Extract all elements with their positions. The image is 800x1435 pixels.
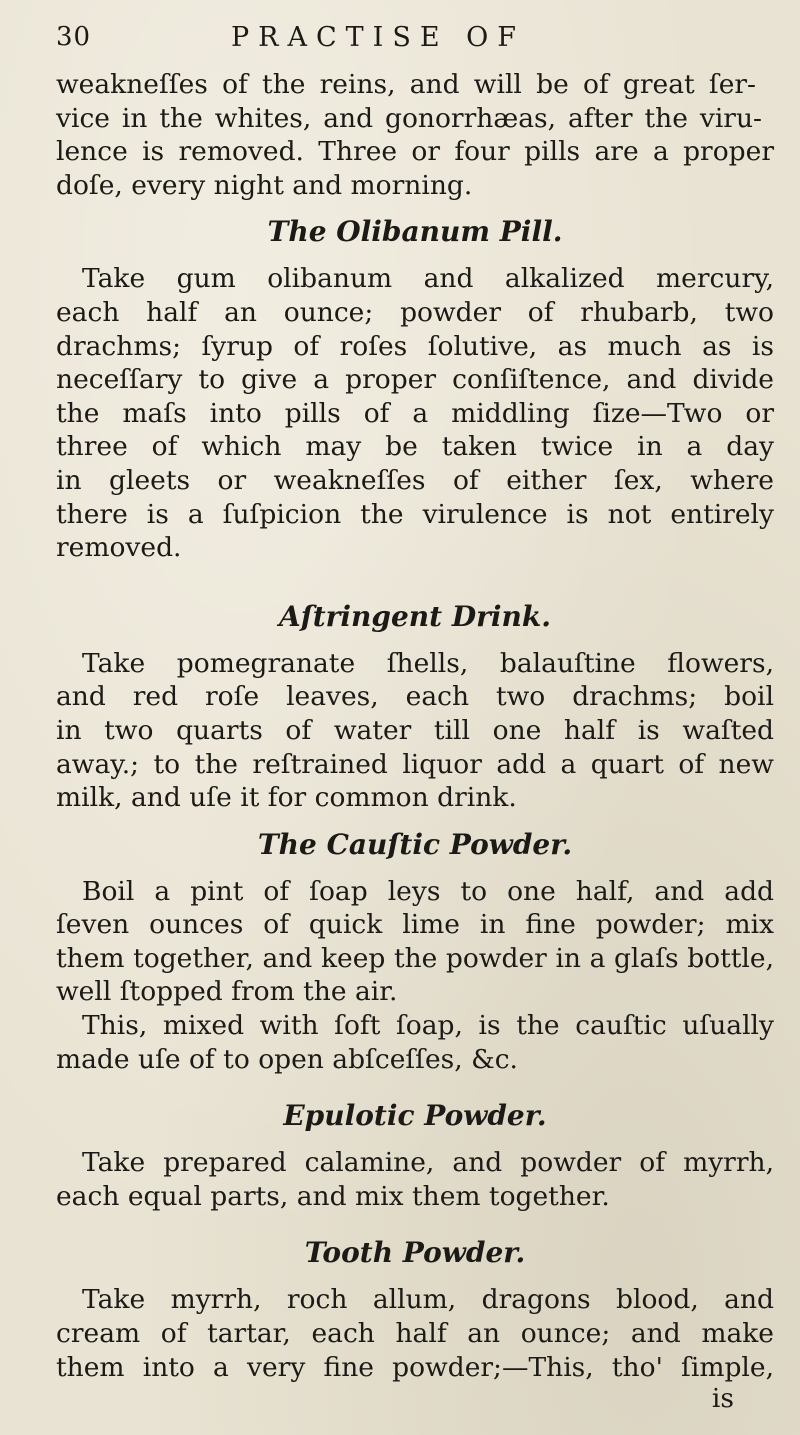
paragraph-olibanum-pill: [56, 262, 774, 564]
text-line: vice in the whites, and gonorrhæas, after the viru-: [56, 102, 762, 134]
text-line: made uſe of to open abſceſſes, &c.: [56, 1043, 518, 1075]
paragraph-caustic-powder: [56, 875, 774, 1077]
section-heading-epulotic-powder: Epulotic Powder.: [283, 1099, 547, 1133]
text-line: well ſtopped from the air.: [56, 976, 398, 1008]
page-body: [56, 68, 774, 1414]
text-line: Take pomegranate ſhells, balauſtine flowers,: [82, 647, 774, 679]
text-line: Take prepared calamine, and powder of myrrh,: [82, 1147, 774, 1179]
text-line: removed.: [56, 532, 182, 564]
text-line: milk, and uſe it for common drink.: [56, 782, 517, 814]
section-heading-tooth-powder: Tooth Powder.: [304, 1236, 526, 1270]
text-line: cream of tartar, each half an ounce; and make: [56, 1318, 774, 1350]
text-line: This, mixed with ſoft ſoap, is the cauſtic uſually: [82, 1010, 774, 1042]
page-number: 30: [56, 22, 92, 52]
text-line: each half an ounce; powder of rhubarb, two: [56, 296, 774, 328]
text-line: Take myrrh, roch allum, dragons blood, and: [82, 1284, 774, 1316]
running-head: PRACTISE OF: [231, 22, 525, 53]
text-line: in gleets or weakneſſes of either ſex, where: [56, 464, 774, 496]
text-line: them into a very fine powder;—This, tho' ſimple,: [56, 1351, 774, 1383]
paragraph-astringent-drink: [56, 647, 774, 815]
text-line: three of which may be taken twice in a day: [56, 431, 774, 463]
text-line: there is a ſuſpicion the virulence is not entirely: [56, 498, 774, 530]
text-line: weakneſſes of the reins, and will be of great ſer-: [56, 69, 756, 100]
text-line: each equal parts, and mix them together.: [56, 1180, 610, 1212]
catchword: is: [711, 1383, 734, 1415]
text-line: away.; to the reſtrained liquor add a quart of new: [56, 748, 774, 780]
text-line: Boil a pint of ſoap leys to one half, and add: [82, 875, 774, 907]
text-line: in two quarts of water till one half is waſted: [56, 714, 774, 746]
text-line: them together, and keep the powder in a glaſs bottle,: [56, 942, 774, 974]
text-line: the maſs into pills of a middling ſize—Two or: [56, 397, 774, 429]
text-line: doſe, every night and morning.: [56, 169, 473, 201]
page-header: [56, 22, 760, 62]
paragraph-continuation: [56, 68, 774, 202]
text-line: ſeven ounces of quick lime in fine powder; mix: [56, 909, 774, 941]
text-line: drachms; ſyrup of roſes ſolutive, as much as is: [56, 330, 774, 362]
section-heading-astringent-drink: Aſtringent Drink.: [278, 599, 552, 633]
section-heading-olibanum-pill: The Olibanum Pill.: [267, 215, 563, 249]
section-heading-caustic-powder: The Cauſtic Powder.: [257, 827, 573, 861]
text-line: neceſſary to give a proper conſiſtence, and divide: [56, 364, 774, 396]
text-line: and red roſe leaves, each two drachms; boil: [56, 681, 774, 713]
paragraph-epulotic-powder: [56, 1146, 774, 1213]
text-line: lence is removed. Three or four pills are a proper: [56, 136, 774, 168]
text-line: Take gum olibanum and alkalized mercury,: [82, 263, 774, 295]
paragraph-tooth-powder: [56, 1283, 774, 1384]
